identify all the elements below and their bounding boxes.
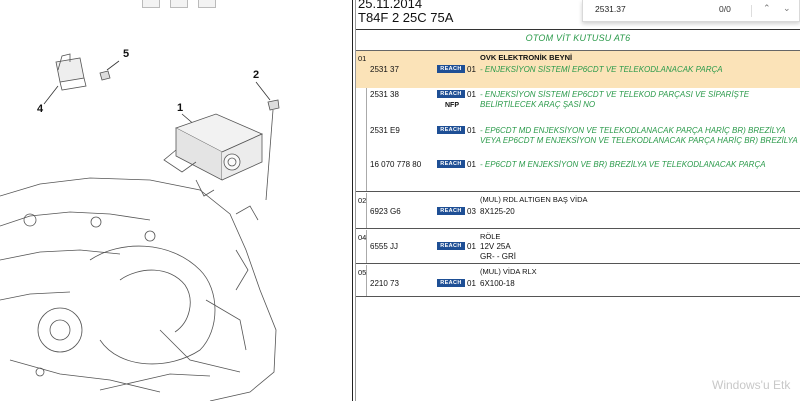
chevron-down-icon[interactable]: ⌄ — [783, 3, 791, 13]
part-group-01 — [356, 51, 800, 192]
part-description: - ENJEKSİYON SİSTEMİ EP6CDT VE TELEKODLANACAK PARÇA — [480, 65, 723, 74]
reach-badge[interactable]: REACH — [437, 207, 465, 215]
group-title: OVK ELEKTRONİK BEYNİ — [480, 53, 573, 62]
windows-activation-watermark: Windows'u Etk — [712, 378, 791, 392]
part-number[interactable]: 6923 G6 — [370, 207, 401, 216]
group-title: (MUL) RDL ALTIGEN BAŞ VİDA — [480, 195, 588, 204]
group-title: (MUL) VİDA RLX — [480, 267, 537, 276]
part-group-04 — [356, 230, 800, 264]
group-position: 05 — [358, 268, 367, 277]
part-quantity: 01 — [467, 160, 476, 169]
header-code: T84F 2 25C 75A — [358, 10, 454, 25]
part-quantity: 03 — [467, 207, 476, 216]
part-row[interactable] — [356, 124, 800, 158]
part-number[interactable]: 2531 37 — [370, 65, 399, 74]
part-number[interactable]: 16 070 778 80 — [370, 160, 422, 169]
group-position: 02 — [358, 196, 367, 205]
reach-badge[interactable]: REACH — [437, 126, 465, 134]
exploded-parts-diagram[interactable] — [0, 0, 352, 401]
part-number[interactable]: 6555 JJ — [370, 242, 399, 251]
group-title: RÖLE — [480, 232, 501, 241]
find-input[interactable]: 2531.37 — [595, 4, 626, 14]
part-row[interactable] — [356, 193, 800, 229]
part-quantity: 01 — [467, 65, 476, 74]
section-title: OTOM VİT KUTUSU AT6 — [525, 33, 631, 43]
callout-4[interactable]: 4 — [37, 103, 44, 115]
part-description: - ENJEKSİYON SİSTEMİ EP6CDT VE TELEKOD PARÇASI VE SİPARİŞTE BELİRTİLECEK ARAÇ ŞASİ NO — [480, 90, 750, 109]
group-position: 04 — [358, 233, 367, 242]
part-row[interactable] — [356, 265, 800, 297]
part-row-selected[interactable] — [356, 51, 800, 88]
reach-badge[interactable]: REACH — [437, 279, 465, 287]
parts-list-panel — [356, 0, 800, 401]
find-bar — [582, 0, 800, 22]
header-date: 25.11.2014 — [358, 0, 423, 11]
part-description: 12V 25A — [480, 242, 511, 251]
part-color: GR- - GRİ — [480, 252, 516, 261]
part-number[interactable]: 2531 E9 — [370, 126, 400, 135]
find-match-count: 0/0 — [719, 4, 731, 14]
part-quantity: 01 — [467, 279, 476, 288]
nfp-label: NFP — [445, 102, 459, 109]
part-row[interactable] — [356, 88, 800, 124]
reach-badge[interactable]: REACH — [437, 65, 465, 73]
part-quantity: 01 — [467, 126, 476, 135]
part-description: - EP6CDT M ENJEKSİYON VE BR) BREZİLYA VE TELEKODLANACAK PARÇA — [480, 160, 766, 169]
part-group-02 — [356, 193, 800, 229]
find-divider — [751, 5, 752, 17]
reach-badge[interactable]: REACH — [437, 160, 465, 168]
callout-5[interactable]: 5 — [123, 48, 130, 60]
callout-1[interactable]: 1 — [177, 102, 184, 114]
transmission-illustration — [0, 0, 352, 401]
callout-2[interactable]: 2 — [253, 69, 260, 81]
part-number[interactable]: 2531 38 — [370, 90, 399, 99]
part-description: - EP6CDT MD ENJEKSİYON VE TELEKODLANACAK PARÇA HARİÇ BR) BREZİLYA VEYA EP6CDT M ENJEKSİYON VE TELEKODLANACAK PARÇA HARİÇ BR) BREZİLYA — [480, 126, 798, 145]
reach-badge[interactable]: REACH — [437, 242, 465, 250]
part-quantity: 01 — [467, 90, 476, 99]
part-group-05 — [356, 265, 800, 297]
part-description: 8X125-20 — [480, 207, 515, 216]
reach-badge[interactable]: REACH — [437, 90, 465, 98]
chevron-up-icon[interactable]: ⌃ — [763, 3, 771, 13]
part-row[interactable] — [356, 158, 800, 192]
part-description: 6X100-18 — [480, 279, 515, 288]
part-number[interactable]: 2210 73 — [370, 279, 399, 288]
table-divider — [356, 29, 800, 30]
part-row[interactable] — [356, 230, 800, 264]
group-position: 01 — [358, 54, 367, 63]
part-quantity: 01 — [467, 242, 476, 251]
